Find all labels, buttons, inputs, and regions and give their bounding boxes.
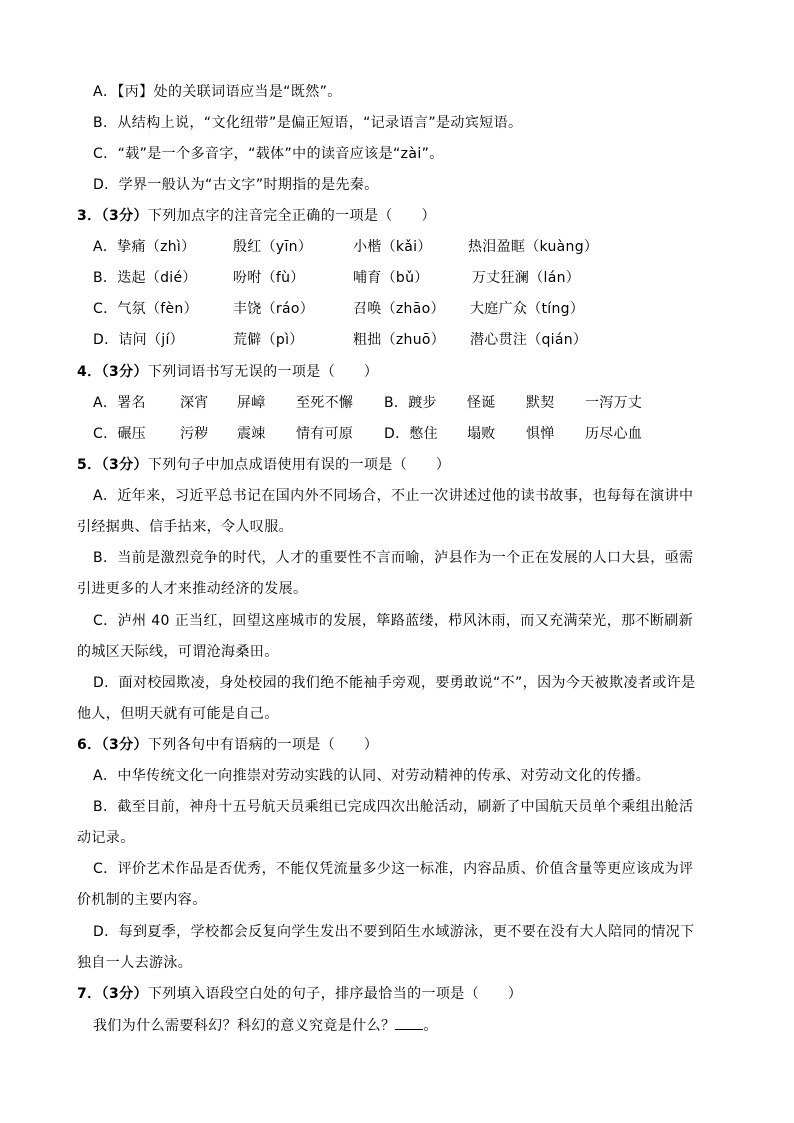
q4-item: D．憋住 (384, 426, 438, 442)
q4-item: 塌败 (467, 426, 496, 442)
q3-item: 荒僻（pì） (233, 332, 304, 348)
q7-passage-text: 我们为什么需要科幻？科幻的意义究竟是什么？ (93, 1018, 396, 1034)
q4-item: 污秽 (180, 426, 209, 442)
q6-line: A．中华传统文化一向推崇对劳动实践的认同、对劳动精神的传承、对劳动文化的传播。 (93, 768, 651, 784)
q3-option-row-d (0, 330, 794, 350)
q6-line: 动记录。 (77, 830, 135, 846)
q4-item: 情有可原 (296, 426, 354, 442)
q4-item: 惧惮 (526, 426, 555, 442)
q3-option-row-c (0, 299, 794, 319)
question-number: 5．（3分） (77, 457, 148, 473)
q4-item: 一泻万丈 (585, 395, 643, 411)
q3-item: 潜心贯注（qián） (470, 332, 588, 348)
q7-passage-end: 。 (423, 1018, 438, 1034)
q3-item: 大庭广众（tíng） (470, 301, 585, 317)
question-number: 4．（3分） (77, 364, 148, 380)
q4-item: A．署名 (93, 395, 146, 411)
question-3-header (77, 206, 436, 226)
q6-line: B．截至目前，神舟十五号航天员乘组已完成四次出舱活动，刷新了中国航天员单个乘组出舱活 (93, 799, 694, 815)
q3-item: 万丈狂澜（lán） (472, 270, 581, 286)
question-4-header (77, 362, 378, 382)
q4-item: 震竦 (237, 426, 266, 442)
q3-item: A．挚痛（zhì） (93, 239, 196, 255)
question-stem: 下列各句中有语病的一项是（ ） (147, 737, 379, 753)
q5-line: 他人，但明天就有可能是自己。 (77, 706, 279, 722)
q3-item: 小楷（kǎi） (353, 239, 432, 255)
question-stem: 下列词语书写无误的一项是（ ） (147, 364, 379, 380)
q3-item: D．诘问（jí） (93, 332, 184, 348)
question-stem: 下列句子中加点成语使用有误的一项是（ ） (147, 457, 451, 473)
q3-item: 哺育（bǔ） (353, 270, 429, 286)
question-number: 6．（3分） (77, 737, 148, 753)
q2-option-a: A．【丙】处的关联词语应当是“既然”。 (93, 84, 342, 100)
q3-item: 丰饶（ráo） (233, 301, 315, 317)
q3-item: 热泪盈眶（kuàng） (468, 239, 599, 255)
q5-line: C．泸州 40 正当红，回望这座城市的发展，筚路蓝缕，栉风沐雨，而又充满荣光，那不断刷新 (93, 613, 694, 629)
q4-item: 默契 (526, 395, 555, 411)
fill-blank (395, 1015, 423, 1030)
q3-item: 粗拙（zhuō） (353, 332, 446, 348)
question-6-header (77, 735, 378, 755)
q4-item: 深宵 (180, 395, 209, 411)
q4-item: 至死不懈 (296, 395, 354, 411)
question-stem: 下列填入语段空白处的句子，排序最恰当的一项是（ ） (147, 986, 523, 1002)
q4-item: 历尽心血 (585, 426, 643, 442)
question-number: 3．（3分） (77, 208, 148, 224)
q4-item: 怪诞 (467, 395, 496, 411)
q4-item: 屏嶂 (237, 395, 266, 411)
q6-line: C．评价艺术作品是否优秀，不能仅凭流量多少这一标准，内容品质、价值含量等更应该成为评 (93, 861, 694, 877)
question-5-header (77, 455, 450, 475)
q4-item: C．碾压 (93, 426, 146, 442)
q6-line: 价机制的主要内容。 (77, 892, 207, 908)
q4-option-row-cd (0, 424, 794, 444)
q2-option-c: C．“载”是一个多音字，“载体”中的读音应该是“zài”。 (93, 146, 444, 162)
q4-item: B．踱步 (384, 395, 437, 411)
question-stem: 下列加点字的注音完全正确的一项是（ ） (147, 208, 436, 224)
q7-passage (93, 1015, 438, 1035)
q3-item: C．气氛（fèn） (93, 301, 198, 317)
q4-option-row-ab (0, 393, 794, 413)
q3-item: 殷红（yīn） (233, 239, 313, 255)
q5-line: 的城区天际线，可谓沧海桑田。 (77, 644, 279, 660)
q3-item: B．迭起（dié） (93, 270, 197, 286)
q2-option-d: D．学界一般认为“古文字”时期指的是先秦。 (93, 177, 379, 193)
q5-line: A．近年来，习近平总书记在国内外不同场合，不止一次讲述过他的读书故事，也每每在演讲中 (93, 488, 694, 504)
q5-line: D．面对校园欺凌，身处校园的我们绝不能袖手旁观，要勇敢说“不”，因为今天被欺凌者或许是 (93, 675, 696, 691)
q5-line: B．当前是激烈竞争的时代，人才的重要性不言而喻，泸县作为一个正在发展的人口大县，亟需 (93, 550, 694, 566)
question-number: 7．（3分） (77, 986, 148, 1002)
question-7-header (77, 984, 522, 1004)
q3-option-row-b (0, 268, 794, 288)
q5-line: 引经据典、信手拈来，令人叹服。 (77, 519, 293, 535)
q6-line: 独自一人去游泳。 (77, 955, 193, 971)
q3-item: 召唤（zhāo） (353, 301, 445, 317)
q3-item: 吩咐（fù） (233, 270, 305, 286)
q6-line: D．每到夏季，学校都会反复向学生发出不要到陌生水域游泳，更不要在没有大人陪同的情况下 (93, 924, 695, 940)
q3-option-row-a (0, 237, 794, 257)
q5-line: 引进更多的人才来推动经济的发展。 (77, 581, 308, 597)
q2-option-b: B．从结构上说，“文化纽带”是偏正短语，“记录语言”是动宾短语。 (93, 115, 523, 131)
